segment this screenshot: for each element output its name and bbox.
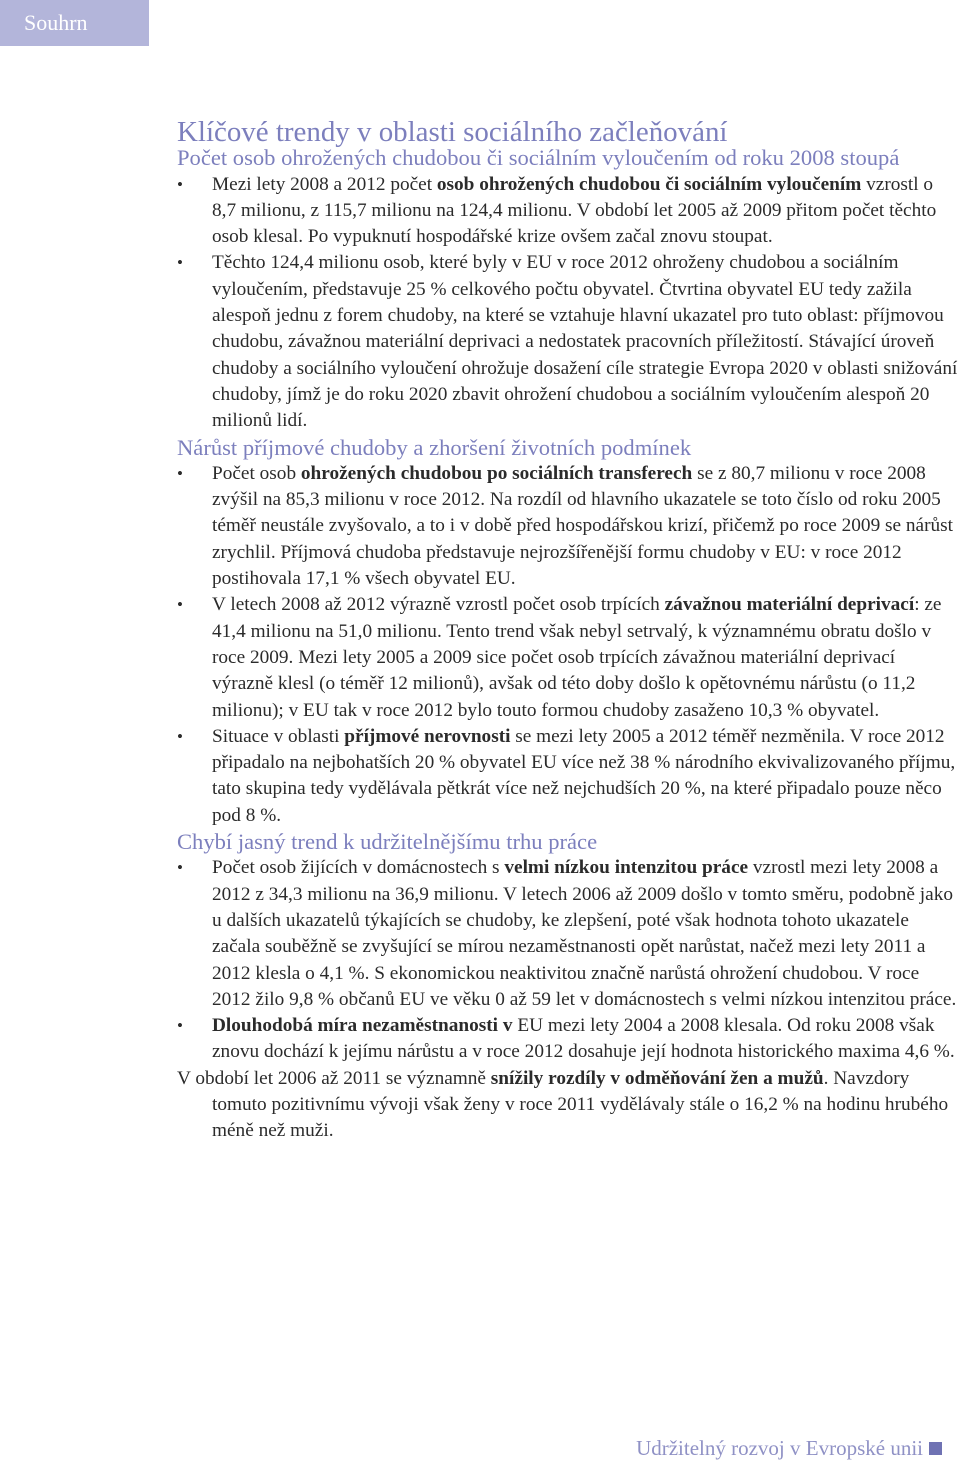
text-run: V období let 2006 až 2011 se významně bbox=[177, 1067, 491, 1089]
bullet-item bbox=[177, 250, 960, 434]
bullet-list-1 bbox=[177, 172, 960, 435]
text-run: vzrostl o 8,7 milionu, z 115,7 milionu na 124,4 milionu. V období let 2005 až 2009 přitom počet těchto osob klesal. Po vypuknutí hospodářské krize ovšem začal znovu stoupat. bbox=[212, 173, 937, 248]
text-run: . Navzdory tomuto pozitivnímu vývoji však ženy v roce 2011 vydělávaly stále o 16,2 % na hodinu hrubého méně než muži. bbox=[212, 1067, 949, 1142]
text-run: se z 80,7 milionu v roce 2008 zvýšil na 85,3 milionu v roce 2012. Na rozdíl od hlavního ukazatele se toto číslo od roku 2005 téměř neustále zvyšovalo, a to i v době před hospodářskou krizí, přičemž po roce 2009 se nárůst zrychlil. Příjmová chudoba představuje nejrozšířenější formu chudoby v EU: v roce 2012 postihovala 17,1 % všech obyvatel EU. bbox=[212, 462, 954, 590]
bold-text-run: Dlouhodobá míra nezaměstnanosti v bbox=[212, 1015, 513, 1037]
bullet-list-3 bbox=[177, 855, 960, 1065]
subheading-1: Počet osob ohrožených chudobou či sociálním vyloučením od roku 2008 stoupá bbox=[177, 145, 900, 171]
text-run: V letech 2008 až 2012 výrazně vzrostl počet osob trpících bbox=[212, 594, 665, 616]
text-run: : ze 41,4 milionu na 51,0 milionu. Tento trend však nebyl setrvalý, k významnému obratu došlo v roce 2009. Mezi lety 2005 a 2009 sice počet osob trpících závažnou materiální deprivací výrazně klesl (o téměř 12 milionů), avšak od této doby došlo k opětovnému nárůstu (o 11,2 milionu); v EU tak v roce 2012 bylo touto formou chudoby zasaženo 10,3 % obyvatel. bbox=[212, 594, 942, 721]
square-icon bbox=[929, 1442, 942, 1455]
footer-text: Udržitelný rozvoj v Evropské unii bbox=[636, 1436, 923, 1460]
bullet-item bbox=[177, 1013, 960, 1066]
text-run: EU mezi lety 2004 a 2008 klesala. Od roku 2008 však znovu dochází k jejímu nárůstu a v roce 2012 dosahuje její hodnota historického maxima 4,6 %. bbox=[212, 1015, 955, 1063]
section-title: Klíčové trendy v oblasti sociálního začleňování bbox=[177, 116, 728, 148]
text-run: Těchto 124,4 milionu osob, které byly v EU v roce 2012 ohroženy chudobou a sociálním vyloučením, představuje 25 % celkového počtu obyvatel. Čtvrtina obyvatel EU tedy zažila alespoň jednu z forem chudoby, na které se vztahuje hlavní ukazatel pro tuto oblast: příjmovou chudobu, závažnou materiální deprivaci a nedostatek pracovních příležitostí. Stávající úroveň chudoby a sociálního vyloučení ohrožuje dosažení cíle strategie Evropa 2020 v oblasti snižování chudoby, jímž je do roku 2020 zbavit ohrožení chudobou a sociálním vyloučením alespoň 20 milionů lidí. bbox=[212, 252, 958, 432]
text-run: vzrostl mezi lety 2008 a 2012 z 34,3 milionu na 36,9 milionu. V letech 2006 až 2009 došlo v tomto směru, podobně jako u dalších ukazatelů týkajících se chudoby, ke zlepšení, poté však hodnota tohoto ukazatele začala souběžně se zvyšující se mírou nezaměstnanosti opět narůstat, načež mezi lety 2011 a 2012 klesla o 4,1 %. S ekonomickou neaktivitou značně narůstá ohrožení chudobou. V roce 2012 žilo 9,8 % občanů EU ve věku 0 až 59 let v domácnostech s velmi nízkou intenzitou práce. bbox=[212, 857, 957, 1010]
bold-text-run: příjmové nerovnosti bbox=[344, 725, 511, 747]
bullet-item bbox=[177, 172, 960, 251]
subheading-3: Chybí jasný trend k udržitelnějšímu trhu práce bbox=[177, 829, 598, 855]
text-run: Počet osob bbox=[212, 462, 301, 484]
bold-text-run: snížily rozdíly v odměňování žen a mužů bbox=[490, 1067, 824, 1089]
bold-text-run: osob ohrožených chudobou či sociálním vyloučením bbox=[436, 173, 862, 195]
bullet-item bbox=[177, 592, 960, 723]
text-run: se mezi lety 2005 a 2012 téměř nezměnila. V roce 2012 připadalo na nejbohatších 20 % obyvatel EU více než 38 % národního ekvivalizovaného příjmu, tato skupina tedy vydělávala pětkrát více než nejchudších 20 %, na které připadalo pouze něco pod 8 %. bbox=[212, 725, 956, 826]
summary-content bbox=[177, 116, 960, 1145]
bullet-list-2 bbox=[177, 461, 960, 829]
bold-text-run: závažnou materiální deprivací bbox=[664, 594, 915, 616]
text-run: Mezi lety 2008 a 2012 počet bbox=[212, 173, 437, 195]
section-tab: Souhrn bbox=[0, 0, 149, 46]
page-footer bbox=[636, 1436, 942, 1461]
bullet-item bbox=[177, 724, 960, 829]
bold-text-run: ohrožených chudobou po sociálních transferech bbox=[300, 462, 693, 484]
text-run: Situace v oblasti bbox=[212, 725, 345, 747]
subheading-2: Nárůst příjmové chudoby a zhoršení životních podmínek bbox=[177, 434, 692, 460]
bullet-item bbox=[177, 855, 960, 1013]
bullet-item bbox=[177, 461, 960, 592]
closing-paragraph bbox=[177, 1066, 960, 1145]
text-run: Počet osob žijících v domácnostech s bbox=[212, 857, 505, 879]
bold-text-run: velmi nízkou intenzitou práce bbox=[504, 857, 749, 879]
